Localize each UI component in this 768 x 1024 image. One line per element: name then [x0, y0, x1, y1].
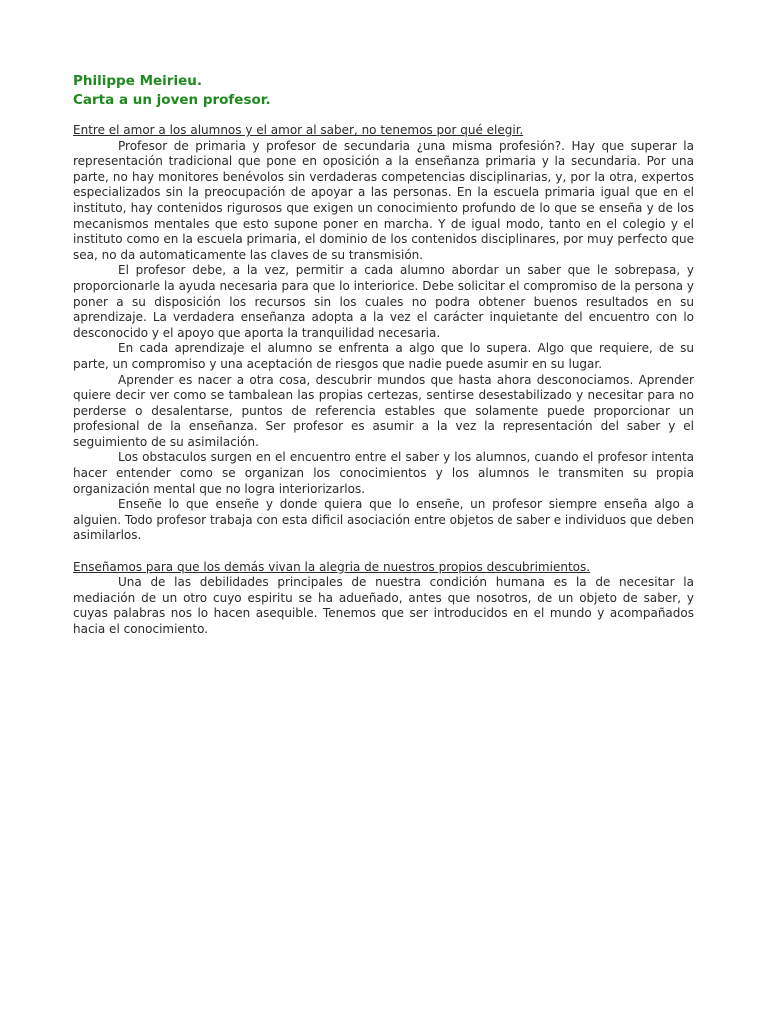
paragraph: Profesor de primaria y profesor de secundaria ¿una misma profesión?. Hay que superar la representación tradicional que pone en oposición a la enseñanza primaria y la secundaria. Por una parte, no hay monitores benévolos sin verdaderas competencias disciplinarias, y, por la otra, expertos especializados sin la preocupación de apoyar a las personas. En la escuela primaria igual que en el instituto, hay contenidos rigurosos que exigen un conocimiento profundo de lo que se enseña y de los mecanismos mentales que esto supone poner en marcha. Y de igual modo, tanto en el colegio y el instituto como en la escuela primaria, el dominio de los contenidos disciplinares, por muy perfecto que sea, no da automaticamente las claves de su transmisión.: [73, 138, 694, 262]
paragraph: Una de las debilidades principales de nuestra condición humana es la de necesitar la mediación de un otro cuyo espiritu se ha adueñado, antes que nosotros, de un objeto de saber, y cuyas palabras nos lo hacen asequible. Tenemos que ser introducidos en el mundo y acompañados hacia el conocimiento.: [73, 575, 694, 636]
section-heading: Entre el amor a los alumnos y el amor al saber, no tenemos por qué elegir.: [73, 123, 524, 137]
author-name: Philippe Meirieu.: [73, 73, 202, 89]
document-page: [73, 72, 694, 638]
paragraph: Aprender es nacer a otra cosa, descubrir mundos que hasta ahora desconociamos. Aprender quiere decir ver como se tambalean las propias certezas, sentirse desestabilizado y necesitar para no perderse o desalentarse, puntos de referencia estables que solamente puede proporcionar un profesional de la enseñanza. Ser profesor es asumir a la vez la representación del saber y el seguimiento de su asimilación.: [73, 372, 694, 449]
paragraph: El profesor debe, a la vez, permitir a cada alumno abordar un saber que le sobrepasa, y proporcionarle la ayuda necesaria para que lo interiorice. Debe solicitar el compromiso de la persona y poner a su disposición los recursos sin los cuales no podra obtener buenos resultados en su aprendizaje. La verdadera enseñanza adopta a la vez el carácter inquietante del encuentro con lo desconocido y el apoyo que aporta la tranquilidad necesaria.: [73, 263, 694, 340]
paragraph: Enseñe lo que enseñe y donde quiera que lo enseñe, un profesor siempre enseña algo a alguien. Todo profesor trabaja con esta dificil asociación entre objetos de saber e individuos que deben asimilarlos.: [73, 497, 694, 543]
paragraph: Los obstaculos surgen en el encuentro entre el saber y los alumnos, cuando el profesor intenta hacer entender como se organizan los conocimientos y los alumnos le transmiten su propia organización mental que no logra interiorizarlos.: [73, 450, 694, 496]
document-title: Carta a un joven profesor.: [73, 92, 271, 108]
section-1: [73, 123, 694, 544]
paragraph: En cada aprendizaje el alumno se enfrenta a algo que lo supera. Algo que requiere, de su parte, un compromiso y una aceptación de riesgos que nadie puede asumir en su lugar.: [73, 341, 694, 371]
section-2: [73, 560, 694, 638]
section-heading: Enseñamos para que los demás vivan la alegria de nuestros propios descubrimientos.: [73, 559, 591, 574]
